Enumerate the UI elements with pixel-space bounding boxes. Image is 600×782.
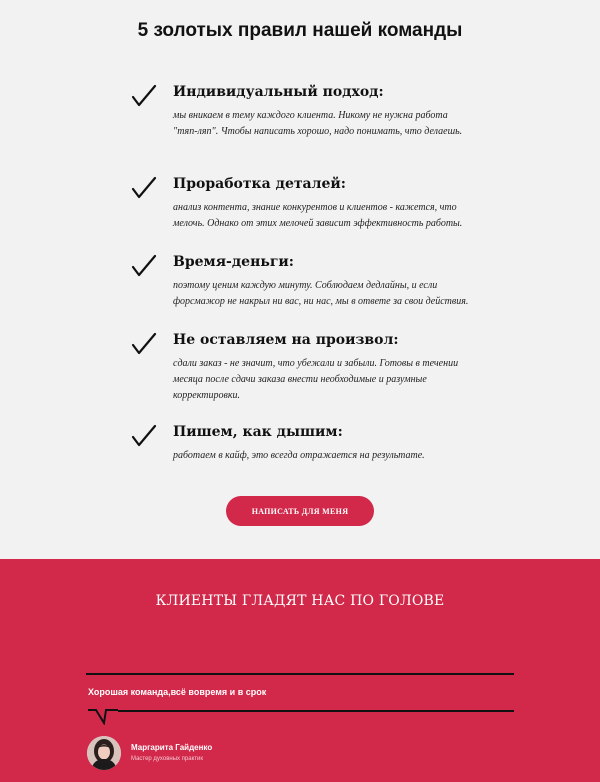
rule-title: Индивидуальный подход: xyxy=(173,84,384,100)
page-title: 5 золотых правил нашей команды xyxy=(137,20,463,41)
rule-item-3 xyxy=(131,254,491,314)
review-text: Хорошая команда,всё вовремя и в срок xyxy=(88,687,267,697)
review-bottom-line xyxy=(118,710,514,712)
rule-description: поэтому ценим каждую минуту. Соблюдаем дедлайны, и если форсмажор не накрыл ни вас, ни нас, мы в ответе за свои действия. xyxy=(173,280,469,307)
checkmark-icon xyxy=(131,84,157,110)
reviews-title: КЛИЕНТЫ ГЛАДЯТ НАС ПО ГОЛОВЕ xyxy=(155,593,445,609)
rule-description: работаем в кайф, это всегда отражается на результате. xyxy=(173,450,425,461)
rule-item-2 xyxy=(131,176,491,236)
write-for-me-button[interactable]: НАПИСАТЬ ДЛЯ МЕНЯ xyxy=(226,496,374,526)
checkmark-icon xyxy=(131,176,157,202)
person-avatar-icon xyxy=(87,736,121,770)
rule-description: мы вникаем в тему каждого клиента. Никому не нужна работа "тяп-ляп". Чтобы написать хорошо, надо понимать, что делаешь. xyxy=(173,110,463,137)
checkmark-icon xyxy=(131,332,157,358)
rule-item-5 xyxy=(131,424,491,468)
reviews-section xyxy=(0,559,600,782)
rule-title: Время-деньги: xyxy=(173,254,294,270)
rule-title: Не оставляем на произвол: xyxy=(173,332,399,348)
avatar xyxy=(87,736,121,770)
rule-title: Пишем, как дышим: xyxy=(173,424,343,440)
checkmark-icon xyxy=(131,424,157,450)
review-top-line xyxy=(86,673,514,675)
checkmark-icon xyxy=(131,254,157,280)
rule-description: анализ контента, знание конкурентов и клиентов - кажется, что мелочь. Однако от этих мелочей зависит эффективность работы. xyxy=(173,202,463,229)
rule-item-1 xyxy=(131,84,491,144)
review-author-name: Маргарита Гайденко xyxy=(131,743,213,752)
review-author-role: Мастер духовных практик xyxy=(131,756,204,762)
rule-item-4 xyxy=(131,332,491,408)
rule-title: Проработка деталей: xyxy=(173,176,346,192)
speech-pointer-icon xyxy=(88,709,118,725)
rule-description: сдали заказ - не значит, что убежали и забыли. Готовы в течении месяца после сдачи заказа внести необходимые и разумные корректировки. xyxy=(173,358,459,401)
